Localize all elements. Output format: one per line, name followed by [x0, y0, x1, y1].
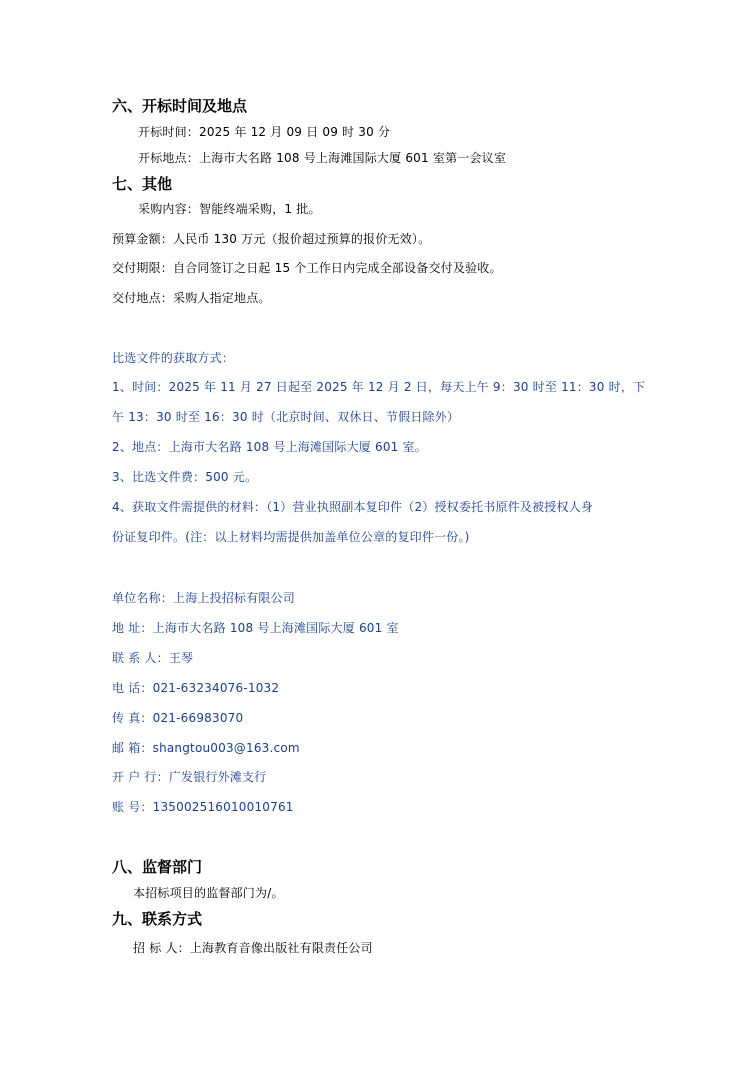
agency-email: 邮 箱：shangtou003@163.com: [112, 741, 300, 755]
acquisition-materials-line1: 4、获取文件需提供的材料：（1）营业执照副本复印件（2）授权委托书原件及被授权人身: [112, 500, 594, 514]
delivery-location: 交付地点：采购人指定地点。: [112, 291, 271, 305]
acquisition-time-line2: 午 13：30 时至 16：30 时（北京时间、双休日、节假日除外）: [112, 410, 460, 424]
tenderer-name: 招 标 人：上海教育音像出版社有限责任公司: [133, 941, 373, 955]
section-heading-opening: 六、开标时间及地点: [112, 97, 248, 115]
acquisition-materials-line2: 份证复印件。(注：以上材料均需提供加盖单位公章的复印件一份。): [112, 530, 470, 544]
supervision-text: 本招标项目的监督部门为/。: [133, 886, 284, 900]
acquisition-time-line1: 1、时间：2025 年 11 月 27 日起至 2025 年 12 月 2 日，每天上午 9：30 时至 11：30 时，下: [112, 380, 646, 394]
agency-phone: 电 话：021-63234076-1032: [112, 681, 280, 695]
delivery-period: 交付期限：自合同签订之日起 15 个工作日内完成全部设备交付及验收。: [112, 261, 502, 275]
opening-place: 开标地点：上海市大名路 108 号上海滩国际大厦 601 室第一会议室: [138, 151, 507, 165]
budget-amount: 预算金额：人民币 130 万元（报价超过预算的报价无效）。: [112, 232, 431, 246]
agency-fax: 传 真：021-66983070: [112, 711, 244, 725]
opening-time: 开标时间：2025 年 12 月 09 日 09 时 30 分: [138, 125, 391, 139]
agency-contact: 联 系 人：王琴: [112, 651, 194, 665]
acquisition-title: 比选文件的获取方式：: [112, 351, 235, 365]
acquisition-fee: 3、比选文件费：500 元。: [112, 470, 258, 484]
section-heading-contact: 九、联系方式: [112, 910, 203, 928]
acquisition-place: 2、地点：上海市大名路 108 号上海滩国际大厦 601 室。: [112, 440, 427, 454]
agency-address: 地 址：上海市大名路 108 号上海滩国际大厦 601 室: [112, 621, 399, 635]
section-heading-supervision: 八、监督部门: [112, 858, 203, 876]
agency-account: 账 号：135002516010010761: [112, 800, 294, 814]
agency-name: 单位名称：上海上投招标有限公司: [112, 591, 296, 605]
procurement-content: 采购内容：智能终端采购，1 批。: [138, 202, 321, 216]
agency-bank: 开 户 行：广发银行外滩支行: [112, 770, 267, 784]
section-heading-other: 七、其他: [112, 175, 173, 193]
